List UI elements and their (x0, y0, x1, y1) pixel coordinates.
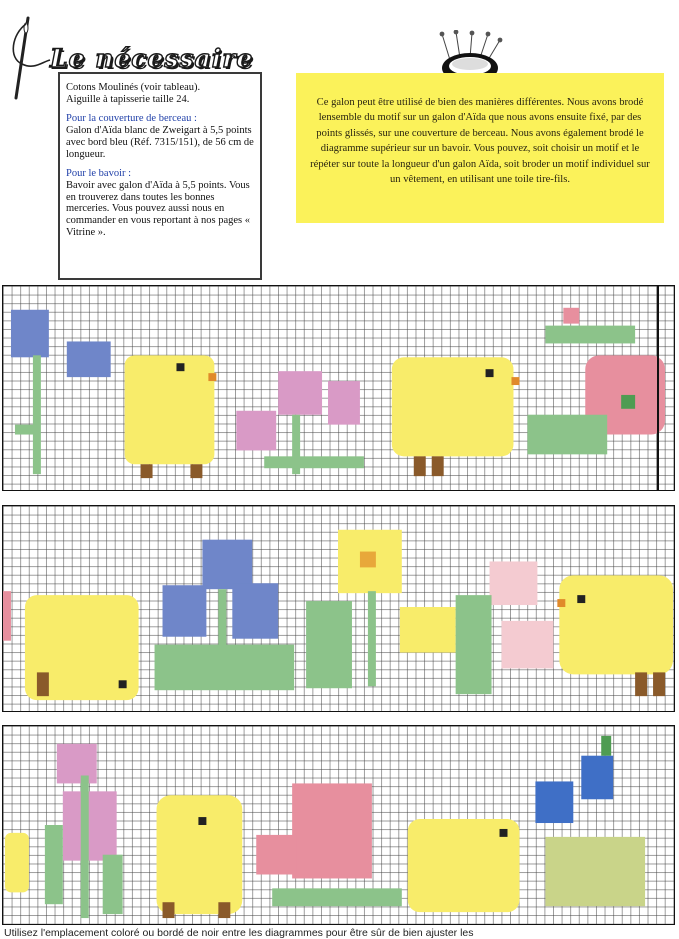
leaf-motif (264, 456, 364, 468)
chart-band-1 (2, 285, 675, 491)
bluebell-motif (581, 756, 613, 800)
chick-eye (119, 680, 127, 688)
info-text: Ce galon peut être utilisé de bien des manières différentes. Nous avons brodé lensemble du motif sur un galon d'Aïda que nous avons ensuite fixé, par des points glissés, sur une couverture de berceau. Nous avons également brodé le diagramme supérieur sur un bavoir. Vous pouvez, soit choisir un motif et le répéter sur toute la longueur d'un galon Aïda, soit broder un motif individuel sur un vêtement, en utilisant une toile tire-fils. (310, 97, 650, 186)
chart-band-3 (2, 725, 675, 925)
chick-motif (5, 833, 29, 892)
leaf-motif (103, 855, 123, 914)
pink-flower-motif (256, 835, 296, 875)
stem-motif (368, 591, 376, 686)
chick-eye (577, 595, 585, 603)
chick-foot (190, 464, 202, 478)
materials-box (58, 72, 262, 280)
chick-eye (486, 369, 494, 377)
edge-motif (3, 591, 11, 641)
leaf-motif (272, 888, 402, 906)
chick-beak (511, 377, 519, 385)
leaf-motif (45, 825, 63, 904)
leaf-motif (306, 601, 352, 688)
page-title: Le nécessaire (50, 44, 254, 73)
blue-flower-motif (67, 341, 111, 377)
cradle-heading: Pour la couverture de berceau : (66, 113, 197, 125)
info-box (296, 73, 664, 223)
pink-flower-motif (502, 621, 554, 669)
chick-foot (432, 456, 444, 476)
bluebell-motif (535, 781, 573, 823)
tulip-motif (236, 411, 276, 451)
materials-intro-2: Aiguille à tapisserie taille 24. (66, 93, 190, 105)
rose-center (621, 395, 635, 409)
band-boundary (657, 286, 659, 490)
materials-intro-1: Cotons Moulinés (voir tableau). (66, 82, 201, 93)
chick-beak (208, 373, 216, 381)
blue-flower-motif (202, 540, 252, 590)
tulip-motif (328, 381, 360, 425)
band-1-motifs (3, 286, 674, 490)
blue-flower-motif (11, 310, 49, 358)
chick-foot (141, 464, 153, 478)
pink-flower-motif (292, 783, 372, 878)
leaf-motif (545, 837, 645, 906)
yellow-flower-motif (400, 607, 456, 653)
chick-foot (37, 672, 49, 696)
leaf-motif (545, 326, 635, 344)
chick-foot (414, 456, 426, 476)
pink-flower-motif (490, 561, 538, 605)
chart-band-2 (2, 505, 675, 712)
mauve-flower-motif (57, 744, 97, 784)
mauve-flower-motif (63, 791, 117, 860)
bib-text: Bavoir avec galon d'Aïda à 5,5 points. Vous en trouverez dans toutes les bonnes merceries. Vous pouvez aussi nous en commander en vous reportant à nos pages « Vitrine ». (66, 179, 250, 238)
chick-motif (559, 575, 673, 674)
leaf-motif (527, 415, 607, 455)
footer-note: Utilisez l'emplacement coloré ou bordé de noir entre les diagrammes pour être sûr de bien ajuster les (4, 927, 474, 939)
bud-motif (563, 308, 579, 324)
stem-motif (33, 355, 41, 474)
chick-motif (125, 355, 215, 464)
leaf-motif (15, 425, 37, 435)
chick-beak (557, 599, 565, 607)
cradle-text: Galon d'Aïda blanc de Zweigart à 5,5 points avec bord bleu (Réf. 7315/151), de 56 cm de longueur. (66, 125, 254, 160)
stem-motif (81, 776, 89, 919)
blue-flower-motif (232, 583, 278, 638)
chick-motif (157, 795, 243, 914)
chick-eye (198, 817, 206, 825)
chick-eye (500, 829, 508, 837)
leaf-motif (155, 645, 295, 691)
tulip-motif (278, 371, 322, 415)
stem-motif (601, 736, 611, 756)
chick-eye (176, 363, 184, 371)
chick-motif (392, 357, 514, 456)
leaf-motif (456, 595, 492, 694)
chick-foot (635, 672, 647, 696)
bib-heading: Pour le bavoir : (66, 168, 132, 180)
flower-center (360, 552, 376, 568)
blue-flower-motif (163, 585, 207, 636)
band-2-motifs (3, 506, 674, 711)
band-3-motifs (3, 726, 674, 924)
chick-foot (653, 672, 665, 696)
chick-foot (163, 902, 175, 918)
chick-foot (218, 902, 230, 918)
